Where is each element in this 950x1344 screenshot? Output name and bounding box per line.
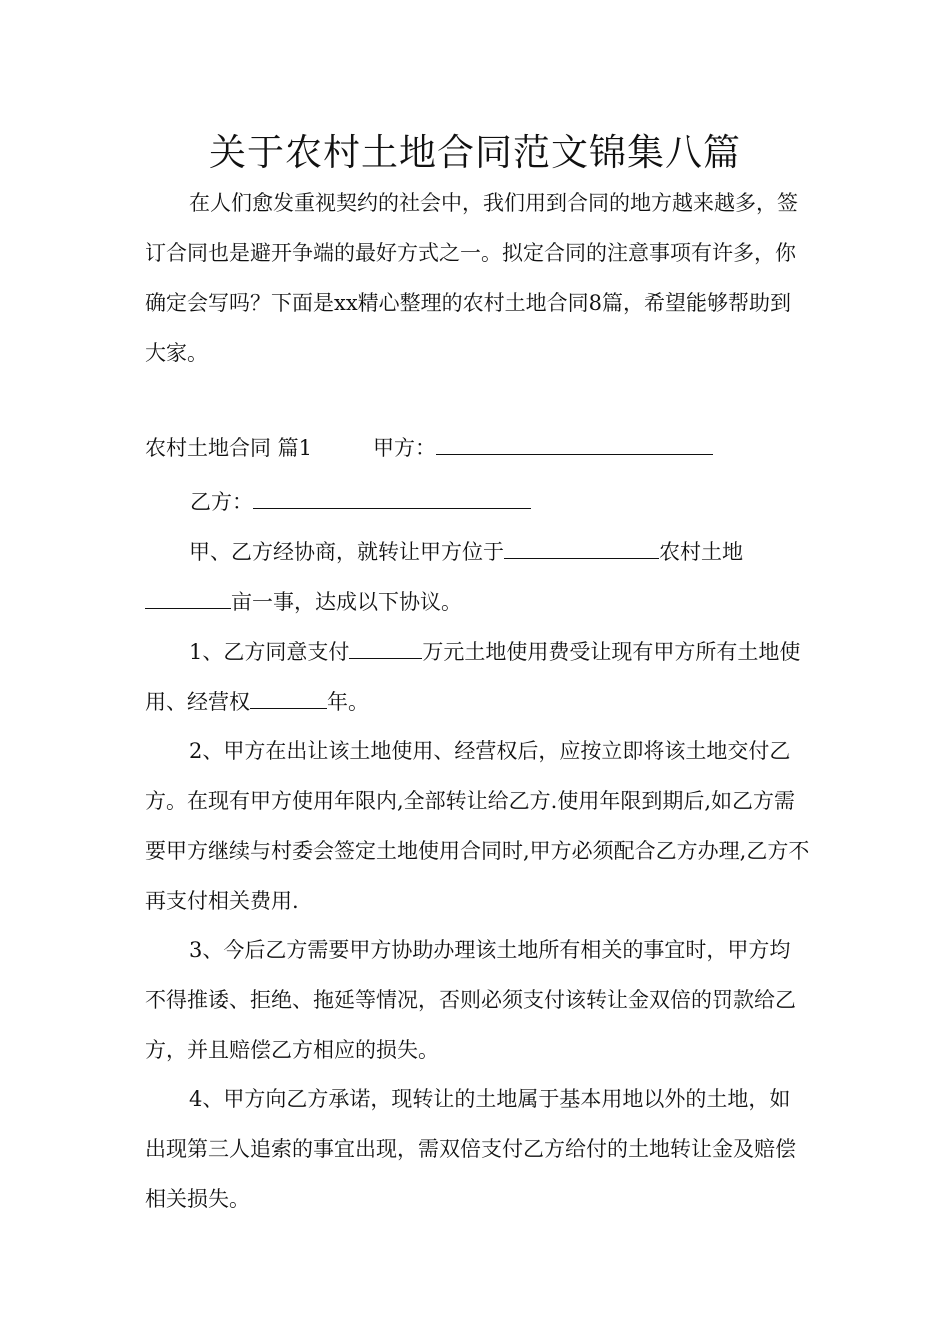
section-1-heading: 农村土地合同 篇1: [145, 436, 313, 460]
clause-1-text-a: 1、乙方同意支付: [189, 640, 350, 664]
area-blank: [145, 590, 231, 609]
years-blank: [250, 690, 327, 709]
fee-blank: [349, 640, 422, 659]
agreement-paragraph: [145, 527, 810, 627]
agreement-text-b: 农村土地: [659, 540, 743, 564]
party-a-label: 甲方：: [373, 436, 436, 460]
intro-paragraph: 在人们愈发重视契约的社会中，我们用到合同的地方越来越多，签订合同也是避开争端的最好方式之一。拟定合同的注意事项有许多，你确定会写吗？下面是xx精心整理的农村土地合同8篇，希望能够帮助到大家。: [145, 191, 798, 365]
document-title: 关于农村土地合同范文锦集八篇: [209, 131, 741, 174]
party-b-line: [190, 477, 531, 527]
party-b-blank: [253, 490, 531, 509]
clause-1-text-b: 万元土地使用费受让现有甲方所有土地使用、经营权: [145, 640, 801, 714]
agreement-text-c: 亩一事，达成以下协议。: [231, 590, 462, 614]
clause-4: 4、甲方向乙方承诺，现转让的土地属于基本用地以外的土地，如出现第三人追索的事宜出现，需双倍支付乙方给付的土地转让金及赔偿相关损失。: [145, 1087, 796, 1211]
clause-1-text-c: 年。: [327, 690, 369, 714]
party-a-blank: [436, 436, 713, 455]
clause-1: [145, 627, 810, 727]
section-1-heading-line: [145, 423, 312, 473]
clause-2: 2、甲方在出让该土地使用、经营权后，应按立即将该土地交付乙方。在现有甲方使用年限内,全部转让给乙方.使用年限到期后,如乙方需要甲方继续与村委会签定土地使用合同时,甲方必须配合乙方办理,乙方不再支付相关费用.: [145, 739, 810, 913]
agreement-text-a: 甲、乙方经协商，就转让甲方位于: [189, 540, 504, 564]
clause-3: 3、今后乙方需要甲方协助办理该土地所有相关的事宜时，甲方均不得推诿、拒绝、拖延等情况，否则必须支付该转让金双倍的罚款给乙方，并且赔偿乙方相应的损失。: [145, 938, 796, 1062]
party-b-label: 乙方：: [190, 490, 253, 514]
location-blank: [504, 540, 659, 559]
party-a-line: [373, 423, 713, 473]
